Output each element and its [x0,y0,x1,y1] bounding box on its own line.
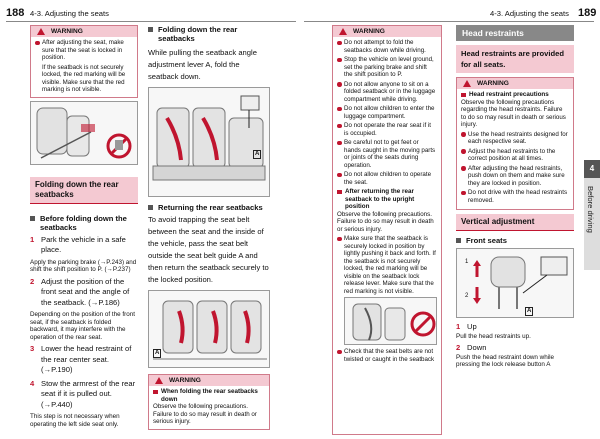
callout-2: 2 [465,293,469,299]
warning-item: After adjusting the seat, make sure that the seat is locked in position. [35,39,133,62]
after-returning-heading: After returning the rear seatback to the upright position [337,188,437,211]
warning-header: WARNING [333,26,441,37]
column-3 [332,25,442,435]
warning-item: Do not allow children to operate the seat. [337,171,437,186]
column-2 [148,25,270,430]
right-header-rule [304,21,594,22]
warning-heading: Head restraint precautions [461,91,569,99]
head-restraint-illustration [457,249,574,318]
warning-item: Make sure that the seatback is securely locked in position by lightly pushing it back and forth. If the seatback is not securely locked, the red marking will be visible on the seatback lock release lever. Make sure that the red marking is not visible. [337,235,437,295]
step-4: 4 Stow the armrest of the rear seat if it is pulled out. (→P.440) [30,378,136,409]
warning-box-folding [148,374,270,430]
after-returning-text: Observe the following precautions. Failure to do so may result in death or serious injury. [337,210,434,233]
step-2-note: Depending on the position of the front seat, if the seatback is folded backward, it may interfere with the operation of the rear seat. [30,311,136,341]
warning-text: Observe the following precautions regarding the head restraints. Failure to do so may result in death or serious injury. [461,98,566,128]
warning-item: Adjust the head restraints to the correct position at all times. [461,148,569,163]
seat-lock-illustration [31,102,138,165]
right-page-number: 189 [578,7,597,19]
callout-a: A [255,151,260,157]
warning-item: Be careful not to get feet or hands caught in the moving parts or joints of the seats during operation. [337,139,437,169]
callout-a: A [527,308,532,314]
step-4-note: This step is not necessary when operating the left side seat only. [30,413,120,428]
right-section-title: 4-3. Adjusting the seats [490,9,569,18]
figure-folding-seatbacks [148,87,270,197]
seat-belt-illustration [345,298,437,345]
folding-text: While pulling the seatback angle adjustment lever A, fold the seatback down. [148,48,257,81]
head-restraints-summary: Head restraints are provided for all seats. [456,45,574,73]
warning-item: Do not drive with the head restraints removed. [461,189,569,204]
warning-box-seat-lock [30,25,138,98]
warning-item: Do not allow anyone to sit on a folded seatback or in the luggage compartment while driving. [337,81,437,104]
warning-item-detail: If the seatback is not securely locked, the red marking will be visible. Make sure that the red marking is not visible. [42,63,126,93]
warning-heading: When folding the rear seatbacks down [153,388,265,403]
returning-text: To avoid trapping the seat belt between the seat and the inside of the vehicle, pass the seat belt outside the seat belt guide A and then return the seatback securely to the locked position. [148,215,269,284]
warning-header: WARNING [457,78,573,89]
step-1: 1 Park the vehicle in a safe place. [30,234,126,254]
warning-icon [37,28,45,35]
step-down-desc: Push the head restraint down while pressing the lock release button A [456,353,555,368]
column-1 [30,25,138,428]
warning-icon [155,377,163,384]
warning-header: WARNING [149,375,269,386]
warning-icon [339,28,347,35]
step-3: 3 Lower the head restraint of the rear center seat. (→P.190) [30,344,132,374]
warning-item: Do not allow children to enter the luggage compartment. [337,105,437,120]
figure-seat-belt-check [344,297,437,345]
left-header-rule [6,21,296,22]
chapter-side-tab[interactable] [584,160,600,270]
warning-item: After adjusting the head restraints, push down on them and make sure they are locked in position. [461,165,569,188]
figure-head-restraint [456,248,574,318]
warning-item: Do not attempt to fold the seatbacks down while driving. [337,39,437,54]
warning-text: Observe the following precautions. Failure to do so may result in death or serious injury. [153,403,257,425]
head-restraints-tab: Head restraints [456,25,574,41]
section-band-vertical: Vertical adjustment [456,214,574,231]
left-page-number: 188 [6,7,25,19]
warning-item: Use the head restraints designed for each respective seat. [461,131,569,146]
step-up: 1 Up [456,322,477,331]
callout-1: 1 [465,259,469,265]
warning-box-rear-seat [332,25,442,435]
column-4 [456,25,574,369]
folding-heading: Folding down the rear seatbacks [148,25,270,43]
returning-heading: Returning the rear seatbacks [148,203,270,212]
warning-item: Stop the vehicle on level ground, set the parking brake and shift the shift position to P. [337,56,437,79]
warning-item: Do not operate the rear seat if it is occupied. [337,122,437,137]
step-2: 2 Adjust the position of the front seat and the angle of the seatback. (→P.186) [30,276,130,307]
chapter-number: 4 [584,160,600,178]
warning-box-head-restraints [456,77,574,210]
section-band-folding: Folding down the rear seatbacks [30,177,138,204]
left-section-title: 4-3. Adjusting the seats [30,9,109,18]
warning-item: Check that the seat belts are not twisted or caught in the seatback [337,348,437,363]
warning-header: WARNING [31,26,137,37]
chapter-label: Before driving [586,186,595,233]
step-up-desc: Pull the head restraints up. [456,332,531,340]
returning-illustration [149,291,270,368]
step-1-note: Apply the parking brake (→P.243) and shift the shift position to P. (→P.237) [30,258,137,273]
folding-illustration [149,88,270,197]
step-down: 2 Down [456,343,487,352]
warning-icon [463,80,471,87]
before-folding-heading: Before folding down the seatbacks [30,214,138,232]
figure-seat-belt-guide [148,290,270,368]
figure-seat-lock-marking [30,101,138,165]
callout-a: A [155,350,160,356]
front-seats-heading: Front seats [456,236,574,245]
